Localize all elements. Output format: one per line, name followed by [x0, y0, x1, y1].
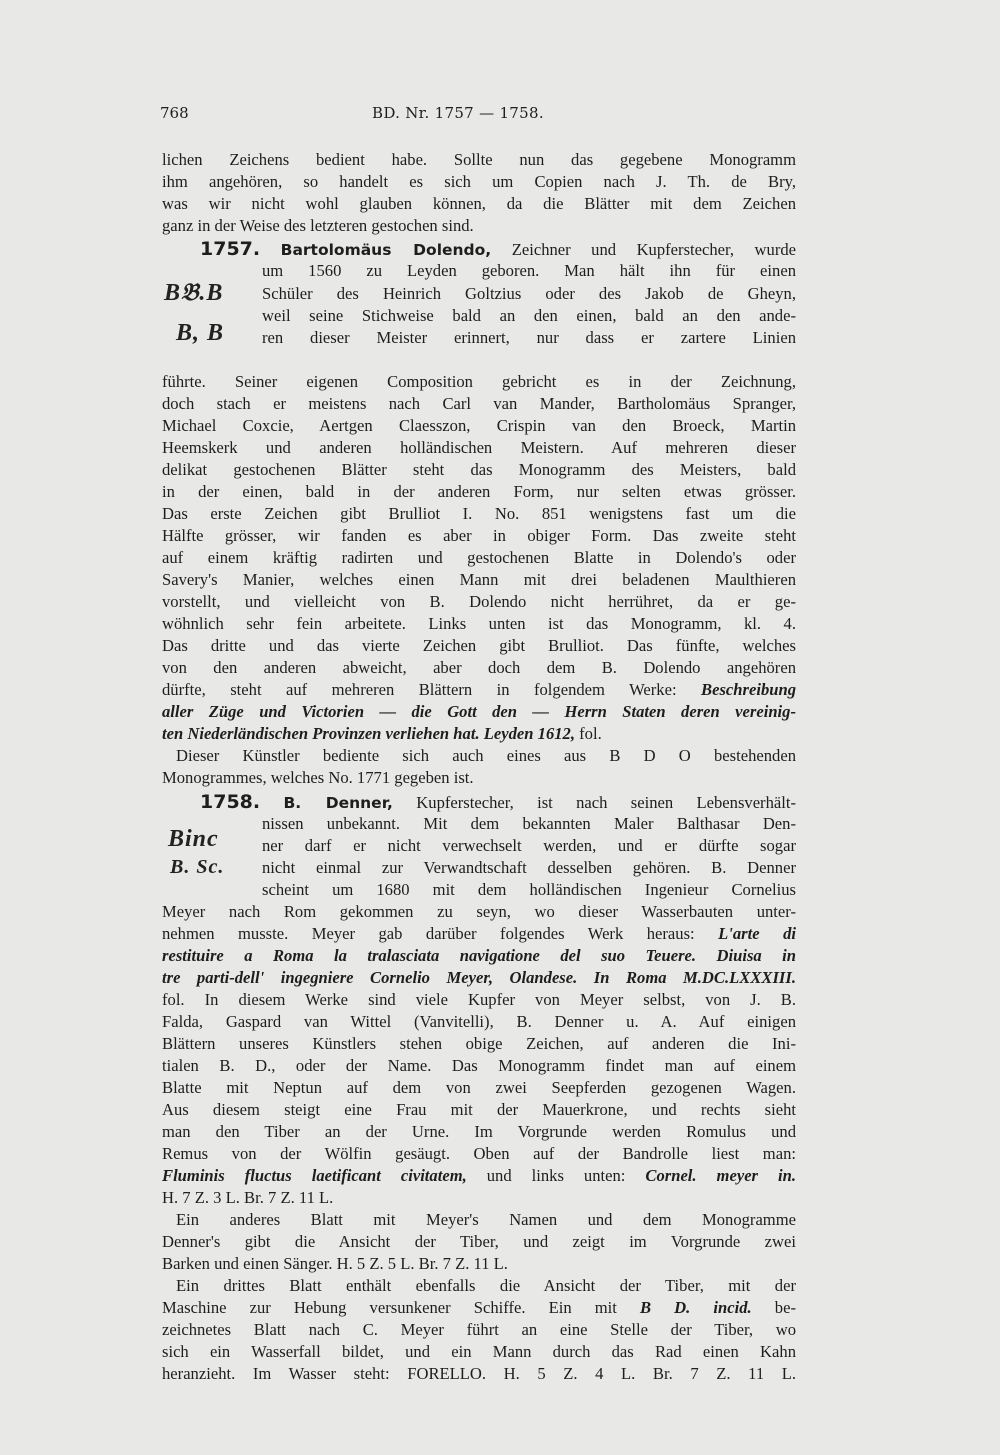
text-segment: nehmen musste. Meyer gab darüber folgendes Werk heraus: — [162, 924, 695, 943]
text-line: wöhnlich sehr fein arbeitete. Links unten ist das Monogramm, kl. 4. — [162, 614, 796, 633]
book-title-italic: Beschreibung — [701, 680, 796, 699]
inscription-italic: Fluminis fluctus laetificant civitatem, — [162, 1166, 467, 1185]
book-title-italic: restituire a Roma la tralasciata navigatione del suo Teuere. Diuisa in — [162, 946, 796, 965]
text-line: Schüler des Heinrich Goltzius oder des Jakob de Gheyn, — [262, 284, 796, 303]
text-line: Aus diesem steigt eine Frau mit der Mauerkrone, und rechts sieht — [162, 1100, 796, 1119]
text-line: lichen Zeichens bedient habe. Sollte nun das gegebene Monogramm — [162, 150, 796, 169]
text-line: man den Tiber an der Urne. Im Vorgrunde werden Romulus und — [162, 1122, 796, 1141]
monogram-image: B, B — [176, 320, 225, 346]
text-line: Blatte mit Neptun auf dem von zwei Seepferden gezogenen Wagen. — [162, 1078, 796, 1097]
entry-number: 1757. — [200, 238, 261, 260]
text-segment: dürfte, steht auf mehreren Blättern in folgendem Werke: — [162, 680, 677, 699]
text-line: in der einen, bald in der anderen Form, nur selten etwas grösser. — [162, 482, 796, 501]
text-line: Remus von der Wölfin gesäugt. Oben auf der Bandrolle liest man: — [162, 1144, 796, 1163]
text-segment: fol. — [579, 724, 602, 743]
inscription-italic: B D. incid. — [640, 1298, 752, 1317]
text-line: scheint um 1680 mit dem holländischen Ingenieur Cornelius — [262, 880, 796, 899]
book-title-italic: aller Züge und Victorien — die Gott den — Herrn Staten deren vereinig- — [162, 702, 796, 721]
text-segment: Zeichner und Kupferstecher, wurde — [511, 240, 797, 259]
artist-name: B. Denner, — [283, 794, 393, 812]
text-line: Meyer nach Rom gekommen zu seyn, wo dieser Wasserbauten unter- — [162, 902, 796, 921]
text-segment: und links unten: — [486, 1166, 626, 1185]
text-line: Ein anderes Blatt mit Meyer's Namen und dem Monogramme — [176, 1210, 796, 1229]
book-title-italic: tre parti-dell' ingegniere Cornelio Meyer, Olandese. In Roma M.DC.LXXXIII. — [162, 968, 796, 987]
header-title: BD. Nr. 1757 — 1758. — [372, 104, 544, 122]
text-segment: Maschine zur Hebung versunkener Schiffe. Ein mit — [162, 1298, 617, 1317]
text-line: Das erste Zeichen gibt Brulliot I. No. 851 wenigstens fast um die — [162, 504, 796, 523]
entry-1758-first-line — [200, 791, 796, 813]
text-line: führte. Seiner eigenen Composition gebricht es in der Zeichnung, — [162, 372, 796, 391]
text-line: fol. In diesem Werke sind viele Kupfer von Meyer selbst, von J. B. — [162, 990, 796, 1009]
text-line: weil seine Stichweise bald an den einen, bald an den ande- — [262, 306, 796, 325]
text-line: was wir nicht wohl glauben können, da die Blätter mit dem Zeichen — [162, 194, 796, 213]
monogram-image: Binc — [168, 826, 219, 852]
text-line: heranzieht. Im Wasser steht: FORELLO. H. 5 Z. 4 L. Br. 7 Z. 11 L. — [162, 1364, 796, 1383]
monogram-image: B. Sc. — [170, 856, 225, 878]
text-line: Hälfte grösser, wir fanden es aber in obiger Form. Das zweite steht — [162, 526, 796, 545]
text-line: delikat gestochenen Blätter steht das Monogramm des Meisters, bald — [162, 460, 796, 479]
running-header — [160, 104, 796, 128]
entry-1757-first-line — [200, 238, 796, 260]
text-line: Denner's gibt die Ansicht der Tiber, und zeigt im Vorgrunde zwei — [162, 1232, 796, 1251]
text-line: tialen B. D., oder der Name. Das Monogramm findet man auf einem — [162, 1056, 796, 1075]
text-segment: Kupferstecher, ist nach seinen Lebensverhält- — [416, 793, 796, 812]
text-line — [162, 679, 796, 701]
text-line: Monogrammes, welches No. 1771 gegeben ist. — [162, 768, 474, 787]
text-line — [162, 1165, 796, 1187]
text-line: auf einem kräftig radirten und gestochenen Blatte in Dolendo's oder — [162, 548, 796, 567]
text-line: ner darf er nicht verwechselt werden, und er dürfte sogar — [262, 836, 796, 855]
text-line: Ein drittes Blatt enthält ebenfalls die Ansicht der Tiber, mit der — [176, 1276, 796, 1295]
text-line: ihm angehören, so handelt es sich um Copien nach J. Th. de Bry, — [162, 172, 796, 191]
book-title-italic: ten Niederländischen Provinzen verliehen hat. Leyden 1612, — [162, 724, 575, 743]
text-line: Michael Coxcie, Aertgen Claesszon, Crispin van den Broeck, Martin — [162, 416, 796, 435]
monogram-image: B𝔅.B — [164, 280, 224, 306]
inscription-italic: Cornel. meyer in. — [645, 1166, 797, 1185]
text-line: um 1560 zu Leyden geboren. Man hält ihn für einen — [262, 261, 796, 280]
artist-name: Bartolomäus Dolendo, — [280, 241, 492, 259]
text-line: nissen unbekannt. Mit dem bekannten Maler Balthasar Den- — [262, 814, 796, 833]
text-line: Heemskerk und anderen holländischen Meistern. Auf mehreren dieser — [162, 438, 796, 457]
text-line: zeichnetes Blatt nach C. Meyer führt an eine Stelle der Tiber, wo — [162, 1320, 796, 1339]
text-line: sich ein Wasserfall bildet, und ein Mann durch das Rad einen Kahn — [162, 1342, 796, 1361]
text-line: vorstellt, und vielleicht von B. Dolendo nicht herrühret, da er ge- — [162, 592, 796, 611]
text-line: Savery's Manier, welches einen Mann mit drei beladenen Maulthieren — [162, 570, 796, 589]
text-line — [162, 1297, 796, 1319]
text-line: Barken und einen Sänger. H. 5 Z. 5 L. Br. 7 Z. 11 L. — [162, 1254, 508, 1273]
text-line: Blättern unseres Künstlers stehen obige Zeichen, auf anderen die Ini- — [162, 1034, 796, 1053]
book-title-italic: L'arte di — [718, 924, 796, 943]
page-number: 768 — [160, 104, 189, 122]
text-line — [162, 923, 796, 945]
text-line: ren dieser Meister erinnert, nur dass er zartere Linien — [262, 328, 796, 347]
entry-number: 1758. — [200, 791, 261, 813]
text-line: nicht einmal zur Verwandtschaft desselben gehören. B. Denner — [262, 858, 796, 877]
text-line: Dieser Künstler bediente sich auch eines aus B D O bestehenden — [176, 746, 796, 765]
text-line: Falda, Gaspard van Wittel (Vanvitelli), B. Denner u. A. Auf einigen — [162, 1012, 796, 1031]
text-line: ganz in der Weise des letzteren gestochen sind. — [162, 216, 474, 235]
text-line — [162, 723, 796, 745]
text-line: von den anderen abweicht, aber doch dem B. Dolendo angehören — [162, 658, 796, 677]
text-line: doch stach er meistens nach Carl van Mander, Bartholomäus Spranger, — [162, 394, 796, 413]
text-segment: be- — [774, 1298, 796, 1317]
text-line: H. 7 Z. 3 L. Br. 7 Z. 11 L. — [162, 1188, 334, 1207]
text-line: Das dritte und das vierte Zeichen gibt Brulliot. Das fünfte, welches — [162, 636, 796, 655]
